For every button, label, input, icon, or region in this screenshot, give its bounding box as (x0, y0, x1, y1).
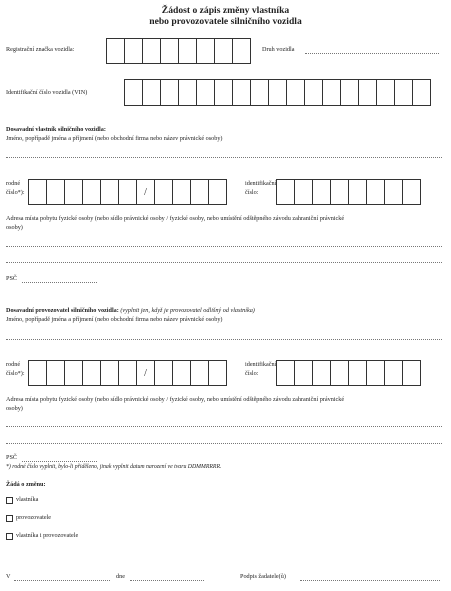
owner-id-label-1: identifikační (245, 180, 277, 187)
input-cell[interactable] (394, 79, 413, 106)
operator-id-label-2: číslo: (245, 370, 259, 377)
owner-id-label-2: číslo: (245, 189, 259, 196)
input-cell[interactable] (160, 38, 179, 64)
input-cell[interactable]: / (136, 360, 155, 386)
operator-birth-number-field[interactable] (28, 360, 226, 386)
option-owner[interactable] (6, 497, 38, 504)
vin-label: Identifikační číslo vozidla (VIN) (6, 89, 88, 96)
input-cell[interactable] (402, 360, 421, 386)
input-cell[interactable] (276, 360, 295, 386)
form-title-line1: Žádost o zápis změny vlastníka (161, 5, 290, 16)
input-cell[interactable] (330, 360, 349, 386)
operator-id-label-1: identifikační (245, 361, 277, 368)
input-cell[interactable] (160, 79, 179, 106)
input-cell[interactable] (46, 360, 65, 386)
input-cell[interactable] (64, 360, 83, 386)
input-cell[interactable] (348, 360, 367, 386)
checkbox-operator[interactable] (6, 515, 13, 522)
operator-psc-field[interactable] (22, 461, 97, 462)
operator-address-label-2: osoby) (6, 405, 23, 412)
input-cell[interactable] (232, 38, 251, 64)
operator-id-number-field[interactable] (276, 360, 420, 386)
input-cell[interactable] (178, 79, 197, 106)
registration-number-field[interactable] (106, 38, 250, 64)
input-cell[interactable] (294, 179, 313, 205)
input-cell[interactable] (190, 360, 209, 386)
input-cell[interactable] (190, 179, 209, 205)
signature-label: Podpis žadatele(ů) (240, 573, 286, 580)
input-cell[interactable] (208, 179, 227, 205)
checkbox-both[interactable] (6, 533, 13, 540)
input-cell[interactable] (304, 79, 323, 106)
input-cell[interactable] (172, 179, 191, 205)
input-cell[interactable] (250, 79, 269, 106)
input-cell[interactable] (28, 179, 47, 205)
input-cell[interactable] (232, 79, 251, 106)
input-cell[interactable] (172, 360, 191, 386)
input-cell[interactable] (214, 38, 233, 64)
option-operator[interactable] (6, 515, 51, 522)
operator-name-field[interactable] (6, 339, 442, 340)
input-cell[interactable] (384, 179, 403, 205)
form-title-line2: nebo provozovatele silničního vozidla (149, 16, 302, 27)
input-cell[interactable] (348, 179, 367, 205)
option-both-label: vlastníka i provozovatele (16, 532, 79, 540)
signature-field[interactable] (300, 580, 440, 581)
input-cell[interactable] (208, 360, 227, 386)
owner-birth-label-2: číslo*): (6, 189, 25, 196)
input-cell[interactable] (100, 360, 119, 386)
owner-id-number-field[interactable] (276, 179, 420, 205)
input-cell[interactable] (214, 79, 233, 106)
operator-heading: Dosavadní provozovatel silničního vozidla: (6, 307, 119, 314)
input-cell[interactable] (358, 79, 377, 106)
input-cell[interactable] (124, 38, 143, 64)
input-cell[interactable] (154, 179, 173, 205)
input-cell[interactable] (330, 179, 349, 205)
input-cell[interactable] (312, 179, 331, 205)
input-cell[interactable] (100, 179, 119, 205)
input-cell[interactable] (412, 79, 431, 106)
option-owner-label: vlastníka (16, 496, 39, 504)
input-cell[interactable] (142, 38, 161, 64)
owner-psc-label: PSČ (6, 275, 18, 282)
input-cell[interactable]: / (136, 179, 155, 205)
owner-address-label-1: Adresa místa pobytu fyzické osoby (nebo sídlo právnické osoby / fyzické osoby, nebo umístění odštěpného závodu zahraniční právnické (6, 215, 345, 222)
input-cell[interactable] (118, 360, 137, 386)
option-both[interactable] (6, 533, 78, 540)
operator-psc-label: PSČ (6, 454, 18, 461)
vehicle-type-field[interactable] (305, 53, 439, 54)
input-cell[interactable] (154, 360, 173, 386)
owner-heading: Dosavadní vlastník silničního vozidla: (6, 126, 106, 133)
input-cell[interactable] (366, 179, 385, 205)
input-cell[interactable] (82, 179, 101, 205)
operator-address-field-1[interactable] (6, 426, 442, 427)
owner-birth-label-1: rodné (6, 180, 21, 187)
input-cell[interactable] (366, 360, 385, 386)
vehicle-type-label: Druh vozidla (262, 46, 295, 53)
place-field[interactable] (14, 580, 110, 581)
owner-address-field-1[interactable] (6, 246, 442, 247)
input-cell[interactable] (64, 179, 83, 205)
operator-heading-line (6, 308, 255, 314)
input-cell[interactable] (322, 79, 341, 106)
input-cell[interactable] (286, 79, 305, 106)
date-label: dne (116, 573, 125, 580)
input-cell[interactable] (276, 179, 295, 205)
checkbox-owner[interactable] (6, 497, 13, 504)
operator-address-field-2[interactable] (6, 443, 442, 444)
input-cell[interactable] (106, 38, 125, 64)
input-cell[interactable] (312, 360, 331, 386)
option-operator-label: provozovatele (16, 514, 52, 522)
input-cell[interactable] (46, 179, 65, 205)
input-cell[interactable] (196, 79, 215, 106)
footnote: *) rodné číslo vyplnit, bylo-li přiděleno, jinak vyplnit datum narození ve tvaru DDMMRRRR. (6, 464, 222, 470)
owner-address-label-2: osoby) (6, 224, 23, 231)
input-cell[interactable] (142, 79, 161, 106)
registration-label: Registrační značka vozidla: (6, 46, 75, 53)
owner-birth-number-field[interactable] (28, 179, 226, 205)
input-cell[interactable] (268, 79, 287, 106)
input-cell[interactable] (28, 360, 47, 386)
owner-psc-field[interactable] (22, 282, 97, 283)
input-cell[interactable] (118, 179, 137, 205)
input-cell[interactable] (294, 360, 313, 386)
place-label: V (6, 573, 11, 580)
operator-birth-label-2: číslo*): (6, 370, 25, 377)
input-cell[interactable] (82, 360, 101, 386)
input-cell[interactable] (196, 38, 215, 64)
owner-address-field-2[interactable] (6, 262, 442, 263)
operator-heading-note: (vyplnit jen, když je provozovatel odlišný od vlastníka) (120, 307, 255, 314)
input-cell[interactable] (402, 179, 421, 205)
operator-name-label: Jméno, popřípadě jména a příjmení (nebo obchodní firma nebo název právnické osoby) (6, 316, 223, 323)
operator-address-label-1: Adresa místa pobytu fyzické osoby (nebo sídlo právnické osoby / fyzické osoby, nebo umístění odštěpného závodu zahraniční právnické (6, 396, 345, 403)
date-field[interactable] (130, 580, 204, 581)
input-cell[interactable] (178, 38, 197, 64)
input-cell[interactable] (340, 79, 359, 106)
input-cell[interactable] (376, 79, 395, 106)
request-heading: Žádá o změnu: (6, 481, 46, 488)
input-cell[interactable] (124, 79, 143, 106)
owner-name-field[interactable] (6, 157, 442, 158)
owner-name-label: Jméno, popřípadě jména a příjmení (nebo obchodní firma nebo název právnické osoby) (6, 135, 223, 142)
operator-birth-label-1: rodné (6, 361, 21, 368)
input-cell[interactable] (384, 360, 403, 386)
vin-field[interactable] (124, 79, 430, 106)
